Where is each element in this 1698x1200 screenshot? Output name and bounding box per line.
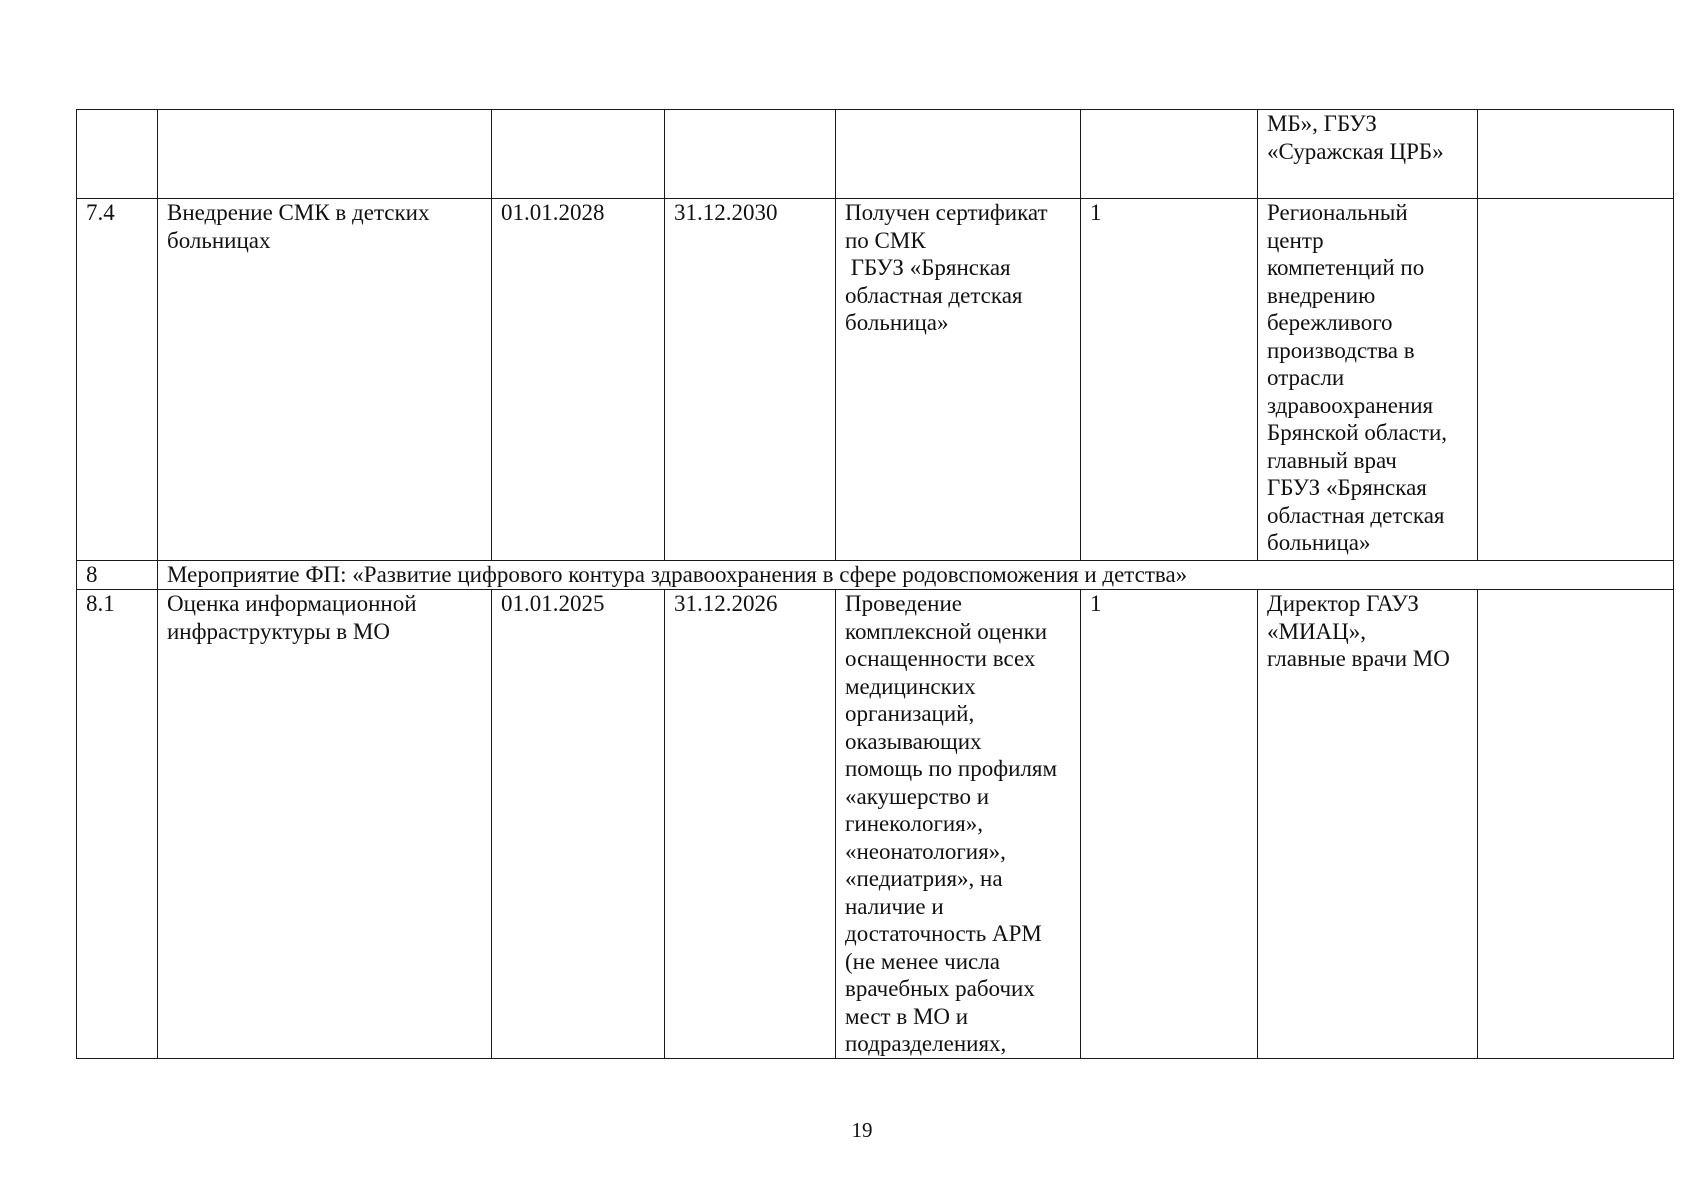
table-row bbox=[77, 110, 1674, 199]
cell-line: больницах bbox=[167, 227, 271, 253]
end-date-cell bbox=[665, 110, 836, 199]
cell-line: больница» bbox=[845, 310, 949, 335]
cell-line: центр bbox=[1267, 227, 1324, 253]
cell-line: гинекология», bbox=[845, 811, 984, 836]
responsible-cell bbox=[1258, 590, 1478, 1059]
result-cell bbox=[836, 110, 1081, 199]
cell-line: Получен сертификат bbox=[845, 200, 1048, 225]
section-number-cell: 8 bbox=[77, 561, 158, 590]
activities-table bbox=[76, 109, 1674, 1059]
cell-line: отрасли bbox=[1267, 365, 1345, 390]
count-cell bbox=[1081, 110, 1258, 199]
cell-line: по СМК bbox=[845, 227, 926, 253]
end-date-cell: 31.12.2026 bbox=[665, 590, 836, 1059]
table-row bbox=[77, 199, 1674, 561]
table-row bbox=[77, 590, 1674, 1059]
cell-line: «акушерство и bbox=[845, 783, 989, 809]
cell-line: больница» bbox=[1267, 530, 1371, 555]
count-cell: 1 bbox=[1081, 199, 1258, 561]
count-cell: 1 bbox=[1081, 590, 1258, 1059]
cell-line: оснащенности всех bbox=[845, 646, 1036, 671]
cell-line: Директор ГАУЗ bbox=[1267, 591, 1419, 616]
cell-line: наличие и bbox=[845, 893, 944, 919]
result-cell bbox=[836, 590, 1081, 1059]
cell-line: областная детская bbox=[845, 282, 1023, 308]
cell-line: «неонатология», bbox=[845, 838, 1006, 864]
cell-line: Региональный bbox=[1267, 200, 1408, 225]
cell-line: МБ», ГБУЗ bbox=[1267, 111, 1377, 136]
cell-line: Брянской области, bbox=[1267, 420, 1448, 445]
end-date-cell: 31.12.2030 bbox=[665, 199, 836, 561]
activity-cell bbox=[158, 590, 492, 1059]
cell-line: производства в bbox=[1267, 337, 1415, 363]
start-date-cell: 01.01.2025 bbox=[492, 590, 665, 1059]
cell-line: комплексной оценки bbox=[845, 618, 1048, 644]
note-cell bbox=[1478, 199, 1674, 561]
row-number-cell: 8.1 bbox=[77, 590, 158, 1059]
start-date-cell: 01.01.2028 bbox=[492, 199, 665, 561]
cell-line: помощь по профилям bbox=[845, 756, 1058, 781]
responsible-cell bbox=[1258, 199, 1478, 561]
cell-line: здравоохранения bbox=[1267, 392, 1434, 418]
page-number: 19 bbox=[851, 1118, 873, 1142]
cell-line: ГБУЗ «Брянская bbox=[845, 255, 1011, 280]
start-date-cell bbox=[492, 110, 665, 199]
cell-line: «МИАЦ», bbox=[1267, 618, 1367, 644]
activity-cell bbox=[158, 199, 492, 561]
cell-line: Внедрение СМК в детских bbox=[167, 200, 430, 225]
section-title-cell: Мероприятие ФП: «Развитие цифрового контура здравоохранения в сфере родовспоможения и детства» bbox=[158, 561, 1674, 590]
row-number-cell: 7.4 bbox=[77, 199, 158, 561]
activity-cell bbox=[158, 110, 492, 199]
cell-line: мест в МО и bbox=[845, 1003, 969, 1029]
cell-line: внедрению bbox=[1267, 282, 1376, 308]
cell-line: Проведение bbox=[845, 591, 962, 616]
cell-line: (не менее числа bbox=[845, 948, 1000, 974]
responsible-cell bbox=[1258, 110, 1478, 199]
cell-line: бережливого bbox=[1267, 310, 1393, 335]
cell-line: подразделениях, bbox=[845, 1031, 1007, 1056]
result-cell bbox=[836, 199, 1081, 561]
cell-line: Оценка информационной bbox=[167, 591, 417, 616]
cell-line: «Суражская ЦРБ» bbox=[1267, 138, 1444, 164]
cell-line: компетенций по bbox=[1267, 255, 1425, 280]
cell-line: областная детская bbox=[1267, 502, 1445, 528]
note-cell bbox=[1478, 590, 1674, 1059]
cell-line: «педиатрия», на bbox=[845, 866, 1003, 891]
note-cell bbox=[1478, 110, 1674, 199]
cell-line: врачебных рабочих bbox=[845, 976, 1035, 1001]
cell-line: медицинских bbox=[845, 673, 976, 699]
cell-line: ГБУЗ «Брянская bbox=[1267, 475, 1427, 500]
cell-line: оказывающих bbox=[845, 728, 982, 754]
row-number-cell bbox=[77, 110, 158, 199]
cell-line: организаций, bbox=[845, 701, 975, 726]
section-row bbox=[77, 561, 1674, 590]
cell-line: главный врач bbox=[1267, 447, 1397, 473]
cell-line: инфраструктуры в МО bbox=[167, 618, 390, 644]
cell-line: главные врачи МО bbox=[1267, 646, 1450, 671]
cell-line: достаточность АРМ bbox=[845, 921, 1042, 946]
